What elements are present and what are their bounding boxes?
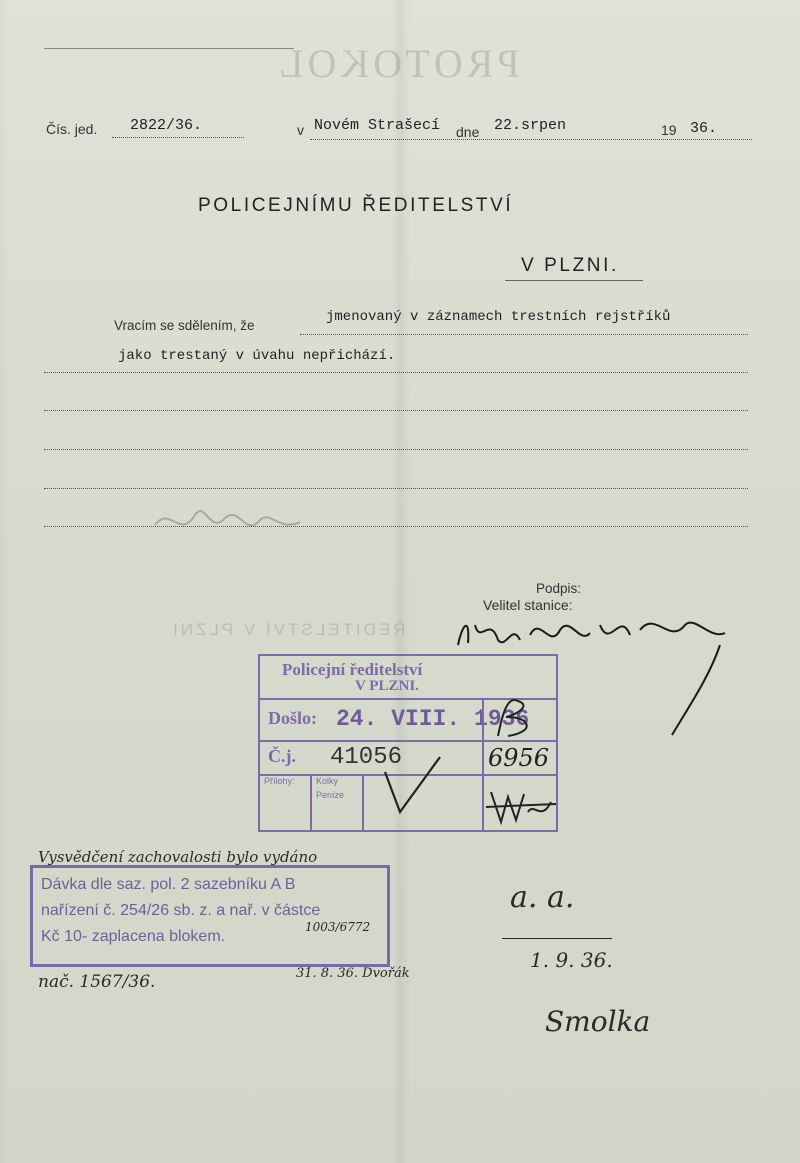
body-intro: Vracím se sdělením, že — [114, 318, 255, 333]
date-value: 22.srpen — [494, 117, 567, 134]
cis-jed-label: Čís. jed. — [46, 121, 98, 137]
cis-jed-line — [112, 137, 244, 138]
stamp-date: 24. VIII. 1936 — [336, 706, 530, 732]
ghost-reditelstvi: ŘEDITELSTVÍ V PLZNI — [170, 620, 406, 639]
receipt-stamp — [258, 654, 558, 832]
handwritten-date: 1. 9. 36. — [530, 948, 613, 972]
stamp-title: Policejní ředitelství — [282, 660, 423, 679]
addressee-city: V PLZNI. — [521, 255, 619, 276]
addressee-title: POLICEJNÍMU ŘEDITELSTVÍ — [198, 195, 514, 216]
body-rule-2 — [44, 372, 748, 373]
top-rule — [44, 48, 294, 49]
year-prefix: 19 — [661, 122, 677, 138]
fee-line-2: nařízení č. 254/26 sb. z. a nař. v částce — [41, 902, 321, 919]
year-suffix: 36. — [690, 120, 718, 137]
handwritten-nac: nač. 1567/36. — [38, 972, 156, 992]
body-line-2: jako trestaný v úvahu nepřichází. — [118, 348, 396, 364]
addressee-city-line — [505, 280, 643, 281]
stamp-penize: Peníze — [316, 790, 345, 800]
place-value: Novém Strašecí — [314, 117, 441, 134]
body-rule-5 — [44, 488, 748, 489]
initials-underline — [502, 938, 612, 939]
place-date-line — [310, 139, 752, 140]
handwritten-smolka: Smolka — [545, 1005, 651, 1038]
cis-jed-value: 2822/36. — [130, 117, 203, 134]
ghost-protokol: PROTOKOL — [275, 41, 520, 86]
pencil-scribble — [150, 500, 310, 550]
body-rule-1 — [300, 334, 748, 335]
fee-handwritten-amount: 1003/6772 — [305, 920, 371, 934]
initials-scribble — [486, 782, 556, 826]
v-label: v — [297, 122, 304, 138]
dne-label: dne — [456, 124, 480, 140]
fee-line-3: Kč 10- zaplacena blokem. — [41, 928, 226, 945]
handwritten-note-top: Vysvědčení zachovalosti bylo vydáno — [38, 848, 318, 866]
podpis-label: Podpis: — [536, 581, 582, 596]
stamp-number: 41056 — [330, 744, 403, 771]
fee-stamp — [30, 865, 390, 967]
fee-line-1: Dávka dle saz. pol. 2 sazebníku A B — [41, 876, 296, 893]
body-rule-3 — [44, 410, 748, 411]
stamp-prilohy: Přílohy: — [264, 776, 295, 786]
stamp-city: V PLZNI. — [355, 678, 419, 694]
initial-b-mark — [488, 691, 548, 741]
stamp-cj-label: Č.j. — [268, 746, 296, 766]
stamp-doslo-label: Došlo: — [268, 708, 317, 728]
checkmark-icon — [380, 752, 450, 822]
stamp-handwritten-number: 6956 — [488, 744, 550, 772]
handwritten-initials-aa: a. a. — [510, 880, 575, 915]
velitel-label: Velitel stanice: — [483, 597, 573, 613]
handwritten-dvorak: 31. 8. 36. Dvořák — [296, 966, 410, 981]
body-rule-4 — [44, 449, 748, 450]
body-line-1: jmenovaný v záznamech trestních rejstříků — [326, 309, 671, 325]
stamp-kolky: Kolky — [316, 776, 339, 786]
